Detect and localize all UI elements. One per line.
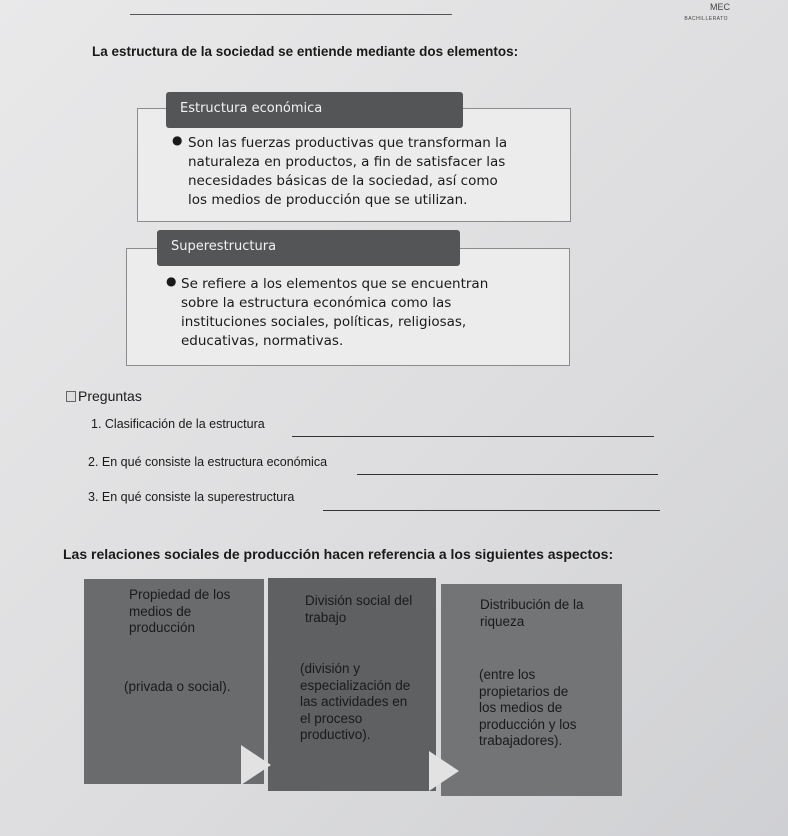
box-text-estructura-economica <box>188 134 540 210</box>
card-title-distribucion: Distribución de la riqueza <box>480 597 584 629</box>
box-title-superestructura: Superestructura <box>157 230 460 266</box>
relations-heading: Las relaciones sociales de producción hacen referencia a los siguientes aspectos: <box>63 546 614 562</box>
box-line: necesidades básicas de la sociedad, así como <box>188 173 498 189</box>
card-detail-propiedad: (privada o social). <box>124 679 231 694</box>
question-2: 2. En qué consiste la estructura económica <box>88 455 328 469</box>
card-detail-division: (división y especialización de las actividades en el proceso productivo). <box>300 661 411 742</box>
question-3: 3. En qué consiste la superestructura <box>88 490 295 504</box>
corner-sub: BACHILLERATO <box>684 16 728 22</box>
box-line: Se refiere a los elementos que se encuentran <box>181 276 489 292</box>
card-title-division: División social del trabajo <box>305 593 413 625</box>
card-detail-distribucion: (entre los propietarios de los medios de producción y los trabajadores). <box>479 667 577 748</box>
answer-line-3[interactable] <box>323 510 660 511</box>
box-text-superestructura <box>181 275 537 351</box>
card-title-propiedad: Propiedad de los medios de producción <box>129 587 231 635</box>
questions-title: Preguntas <box>78 388 142 404</box>
question-1: 1. Clasificación de la estructura <box>91 417 265 431</box>
box-line: sobre la estructura económica como las <box>181 295 452 311</box>
box-line: instituciones sociales, políticas, religiosas, <box>181 314 467 330</box>
answer-line-2[interactable] <box>357 474 658 475</box>
box-line: educativas, normativas. <box>181 333 344 349</box>
intro-heading: La estructura de la sociedad se entiende mediante dos elementos: <box>92 44 519 59</box>
box-line: naturaleza en productos, a fin de satisfacer las <box>188 154 506 170</box>
arrow-icon <box>429 751 459 791</box>
bullet-icon: ● <box>172 133 183 147</box>
answer-line-1[interactable] <box>292 436 654 437</box>
arrow-icon <box>241 745 271 785</box>
corner-mark: MEC <box>710 2 730 12</box>
box-title-estructura-economica: Estructura económica <box>166 92 463 128</box>
bullet-icon: ● <box>166 274 177 288</box>
box-line: Son las fuerzas productivas que transforman la <box>188 135 508 151</box>
top-rule <box>130 14 452 15</box>
box-line: los medios de producción que se utilizan. <box>188 192 468 208</box>
